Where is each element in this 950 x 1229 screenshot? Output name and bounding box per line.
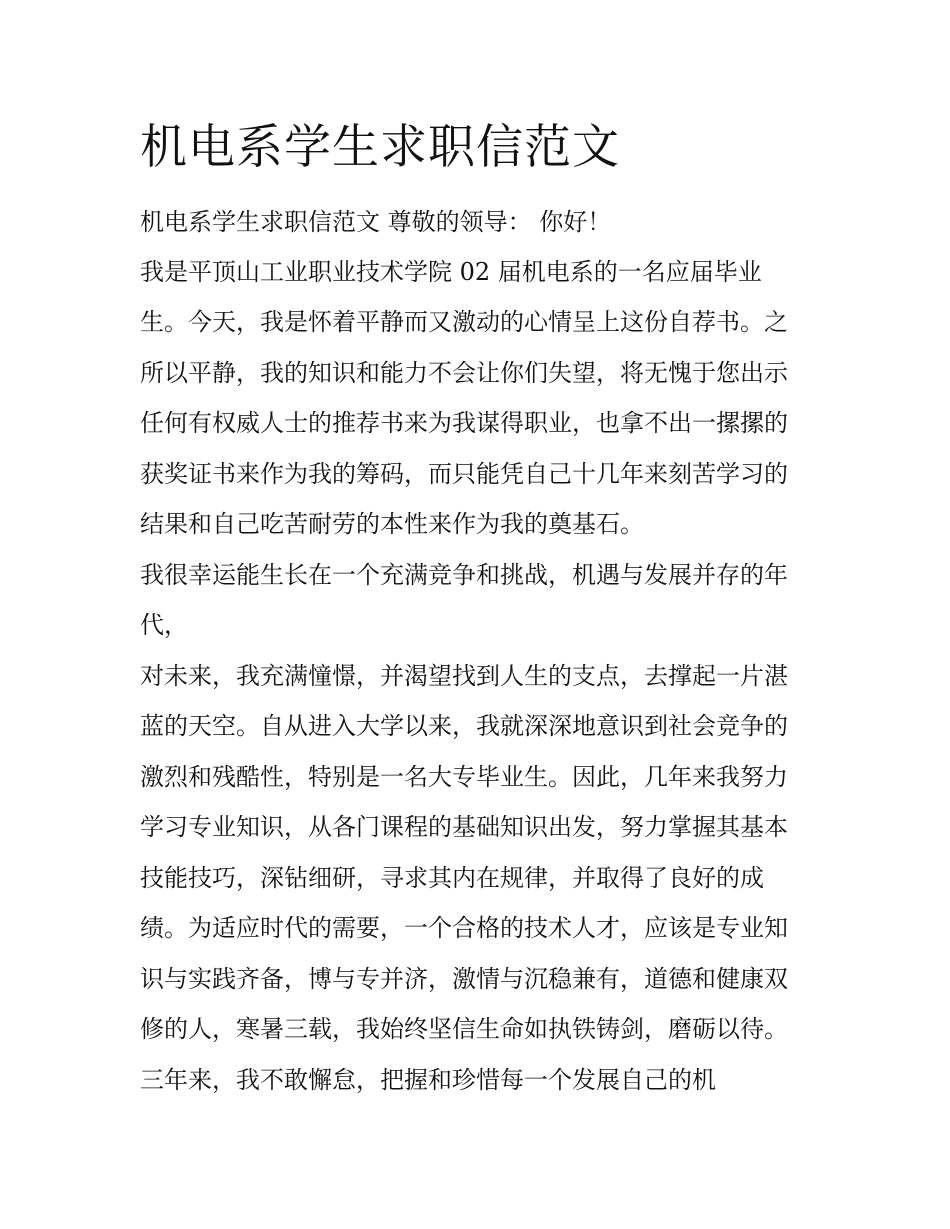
document-title: 机电系学生求职信范文 [140,120,620,175]
body-line: 所以平静，我的知识和能力不会让你们失望，将无愧于您出示 [140,359,788,387]
body-line: 蓝的天空。自从进入大学以来，我就深深地意识到社会竞争的 [140,712,788,740]
body-line: 技能技巧，深钻细研，寻求其内在规律，并取得了良好的成 [140,864,764,892]
body-line: 学习专业知识，从各门课程的基础知识出发，努力掌握其基本 [140,813,788,841]
body-line: 识与实践齐备，博与专并济，激情与沉稳兼有，道德和健康双 [140,965,788,993]
body-line: 绩。为适应时代的需要，一个合格的技术人才，应该是专业知 [140,914,788,942]
body-line: 机电系学生求职信范文 尊敬的领导： 你好！ [140,208,612,236]
body-line: 获奖证书来作为我的筹码，而只能凭自己十几年来刻苦学习的 [140,460,788,488]
body-line: 生。今天，我是怀着平静而又激动的心情呈上这份自荐书。之 [140,308,788,336]
body-line: 代， [140,611,188,639]
body-line: 任何有权威人士的推荐书来为我谋得职业，也拿不出一摞摞的 [140,409,788,437]
body-line: 修的人，寒暑三载，我始终坚信生命如执铁铸剑，磨砺以待。 [140,1015,788,1043]
body-line: 激烈和残酷性，特别是一名大专毕业生。因此，几年来我努力 [140,763,788,791]
body-line: 我很幸运能生长在一个充满竞争和挑战，机遇与发展并存的年 [140,561,788,589]
body-line: 对未来，我充满憧憬，并渴望找到人生的支点，去撑起一片湛 [140,662,788,690]
body-line: 三年来，我不敢懈怠，把握和珍惜每一个发展自己的机 [140,1066,716,1094]
body-line: 结果和自己吃苦耐劳的本性来作为我的奠基石。 [140,510,644,538]
body-line: 我是平顶山工业职业技术学院 02 届机电系的一名应届毕业 [140,258,762,286]
